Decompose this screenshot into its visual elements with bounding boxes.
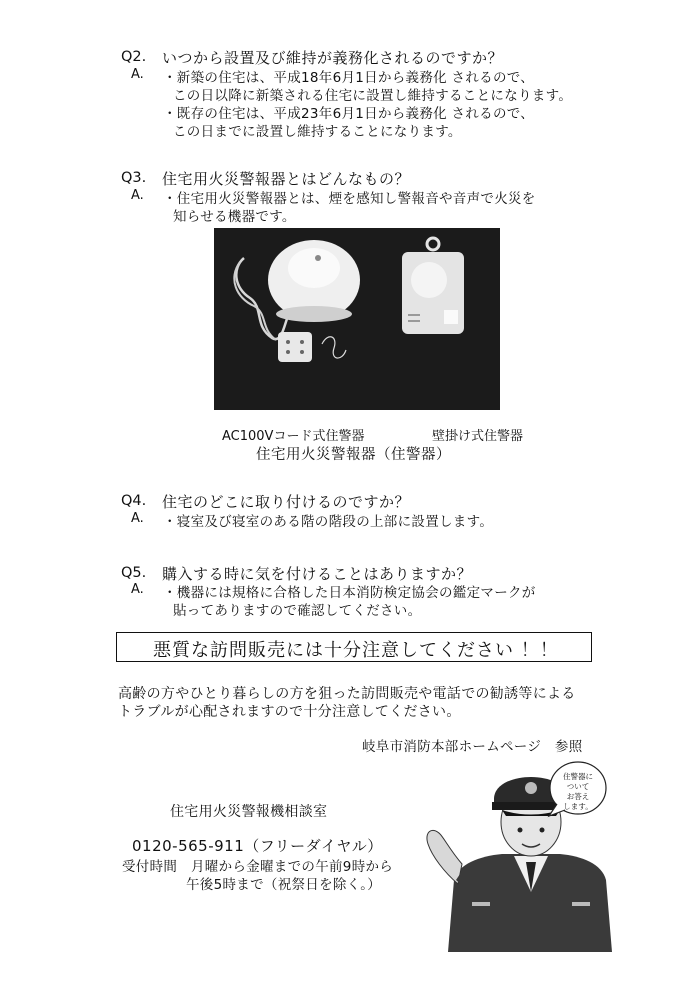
q3-number: Q3.: [121, 170, 147, 186]
bubble-line: ついて: [566, 782, 590, 791]
bubble-line: します。: [563, 802, 593, 811]
warning-body-line1: 高齢の方やひとり暮らしの方を狙った訪問販売や電話での勧誘等による: [118, 686, 576, 702]
q2-answer-2-line2: この日までに設置し維持することになります。: [173, 124, 462, 140]
bubble-line: 住警器に: [563, 772, 593, 781]
caption-ac100v-corded: AC100Vコード式住警器: [222, 429, 365, 444]
q3-answer-line1: ・住宅用火災警報器とは、煙を感知し警報音や音声で火災を: [163, 191, 536, 207]
warning-body-line2: トラブルが心配されますので十分注意してください。: [118, 704, 461, 720]
hours-line1: 受付時間 月曜から金曜までの午前9時から: [122, 859, 394, 875]
q5-answer-line2: 貼ってありますので確認してください。: [173, 603, 422, 619]
q2-number: Q2.: [121, 49, 147, 65]
q3-answer-label: A.: [131, 188, 144, 203]
speech-bubble-text: [553, 772, 603, 812]
q4-question: 住宅のどこに取り付けるのですか？: [162, 493, 411, 511]
caption-wall-mounted: 壁掛け式住警器: [432, 429, 524, 444]
q2-question: いつから設置及び維持が義務化されるのですか？: [162, 49, 504, 67]
q4-answer-label: A.: [131, 511, 144, 526]
q2-answer-1-line1: ・新築の住宅は、平成18年6月1日から義務化 されるので、: [163, 70, 535, 86]
caption-main: 住宅用火災警報器（住警器）: [256, 447, 451, 463]
source-reference: 岐阜市消防本部ホームページ 参照: [362, 739, 583, 755]
q5-answer-label: A.: [131, 582, 144, 597]
smoke-alarm-illustration: [214, 228, 500, 410]
q2-answer-1-line2: この日以降に新築される住宅に設置し維持することになります。: [173, 88, 573, 104]
q4-answer-line1: ・寝室及び寝室のある階の階段の上部に設置します。: [163, 514, 494, 530]
phone-number: 0120-565-911（フリーダイヤル）: [132, 837, 383, 855]
warning-box: [116, 632, 592, 662]
q5-question: 購入する時に気を付けることはありますか？: [162, 565, 473, 583]
warning-title: 悪質な訪問販売には十分注意してください ！！: [153, 640, 559, 661]
smoke-alarm-photo: [214, 228, 500, 410]
q4-number: Q4.: [121, 493, 147, 509]
consultation-office: 住宅用火災警報機相談室: [170, 804, 328, 820]
q2-answer-label: A.: [131, 67, 144, 82]
hours-line2: 午後5時まで（祝祭日を除く。）: [186, 877, 382, 893]
bubble-line: お答え: [566, 792, 590, 801]
q3-question: 住宅用火災警報器とはどんなもの？: [162, 170, 411, 188]
q3-answer-line2: 知らせる機器です。: [173, 209, 296, 225]
q5-answer-line1: ・機器には規格に合格した日本消防検定協会の鑑定マークが: [163, 585, 536, 601]
q2-answer-2-line1: ・既存の住宅は、平成23年6月1日から義務化 されるので、: [163, 106, 535, 122]
q5-number: Q5.: [121, 565, 147, 581]
